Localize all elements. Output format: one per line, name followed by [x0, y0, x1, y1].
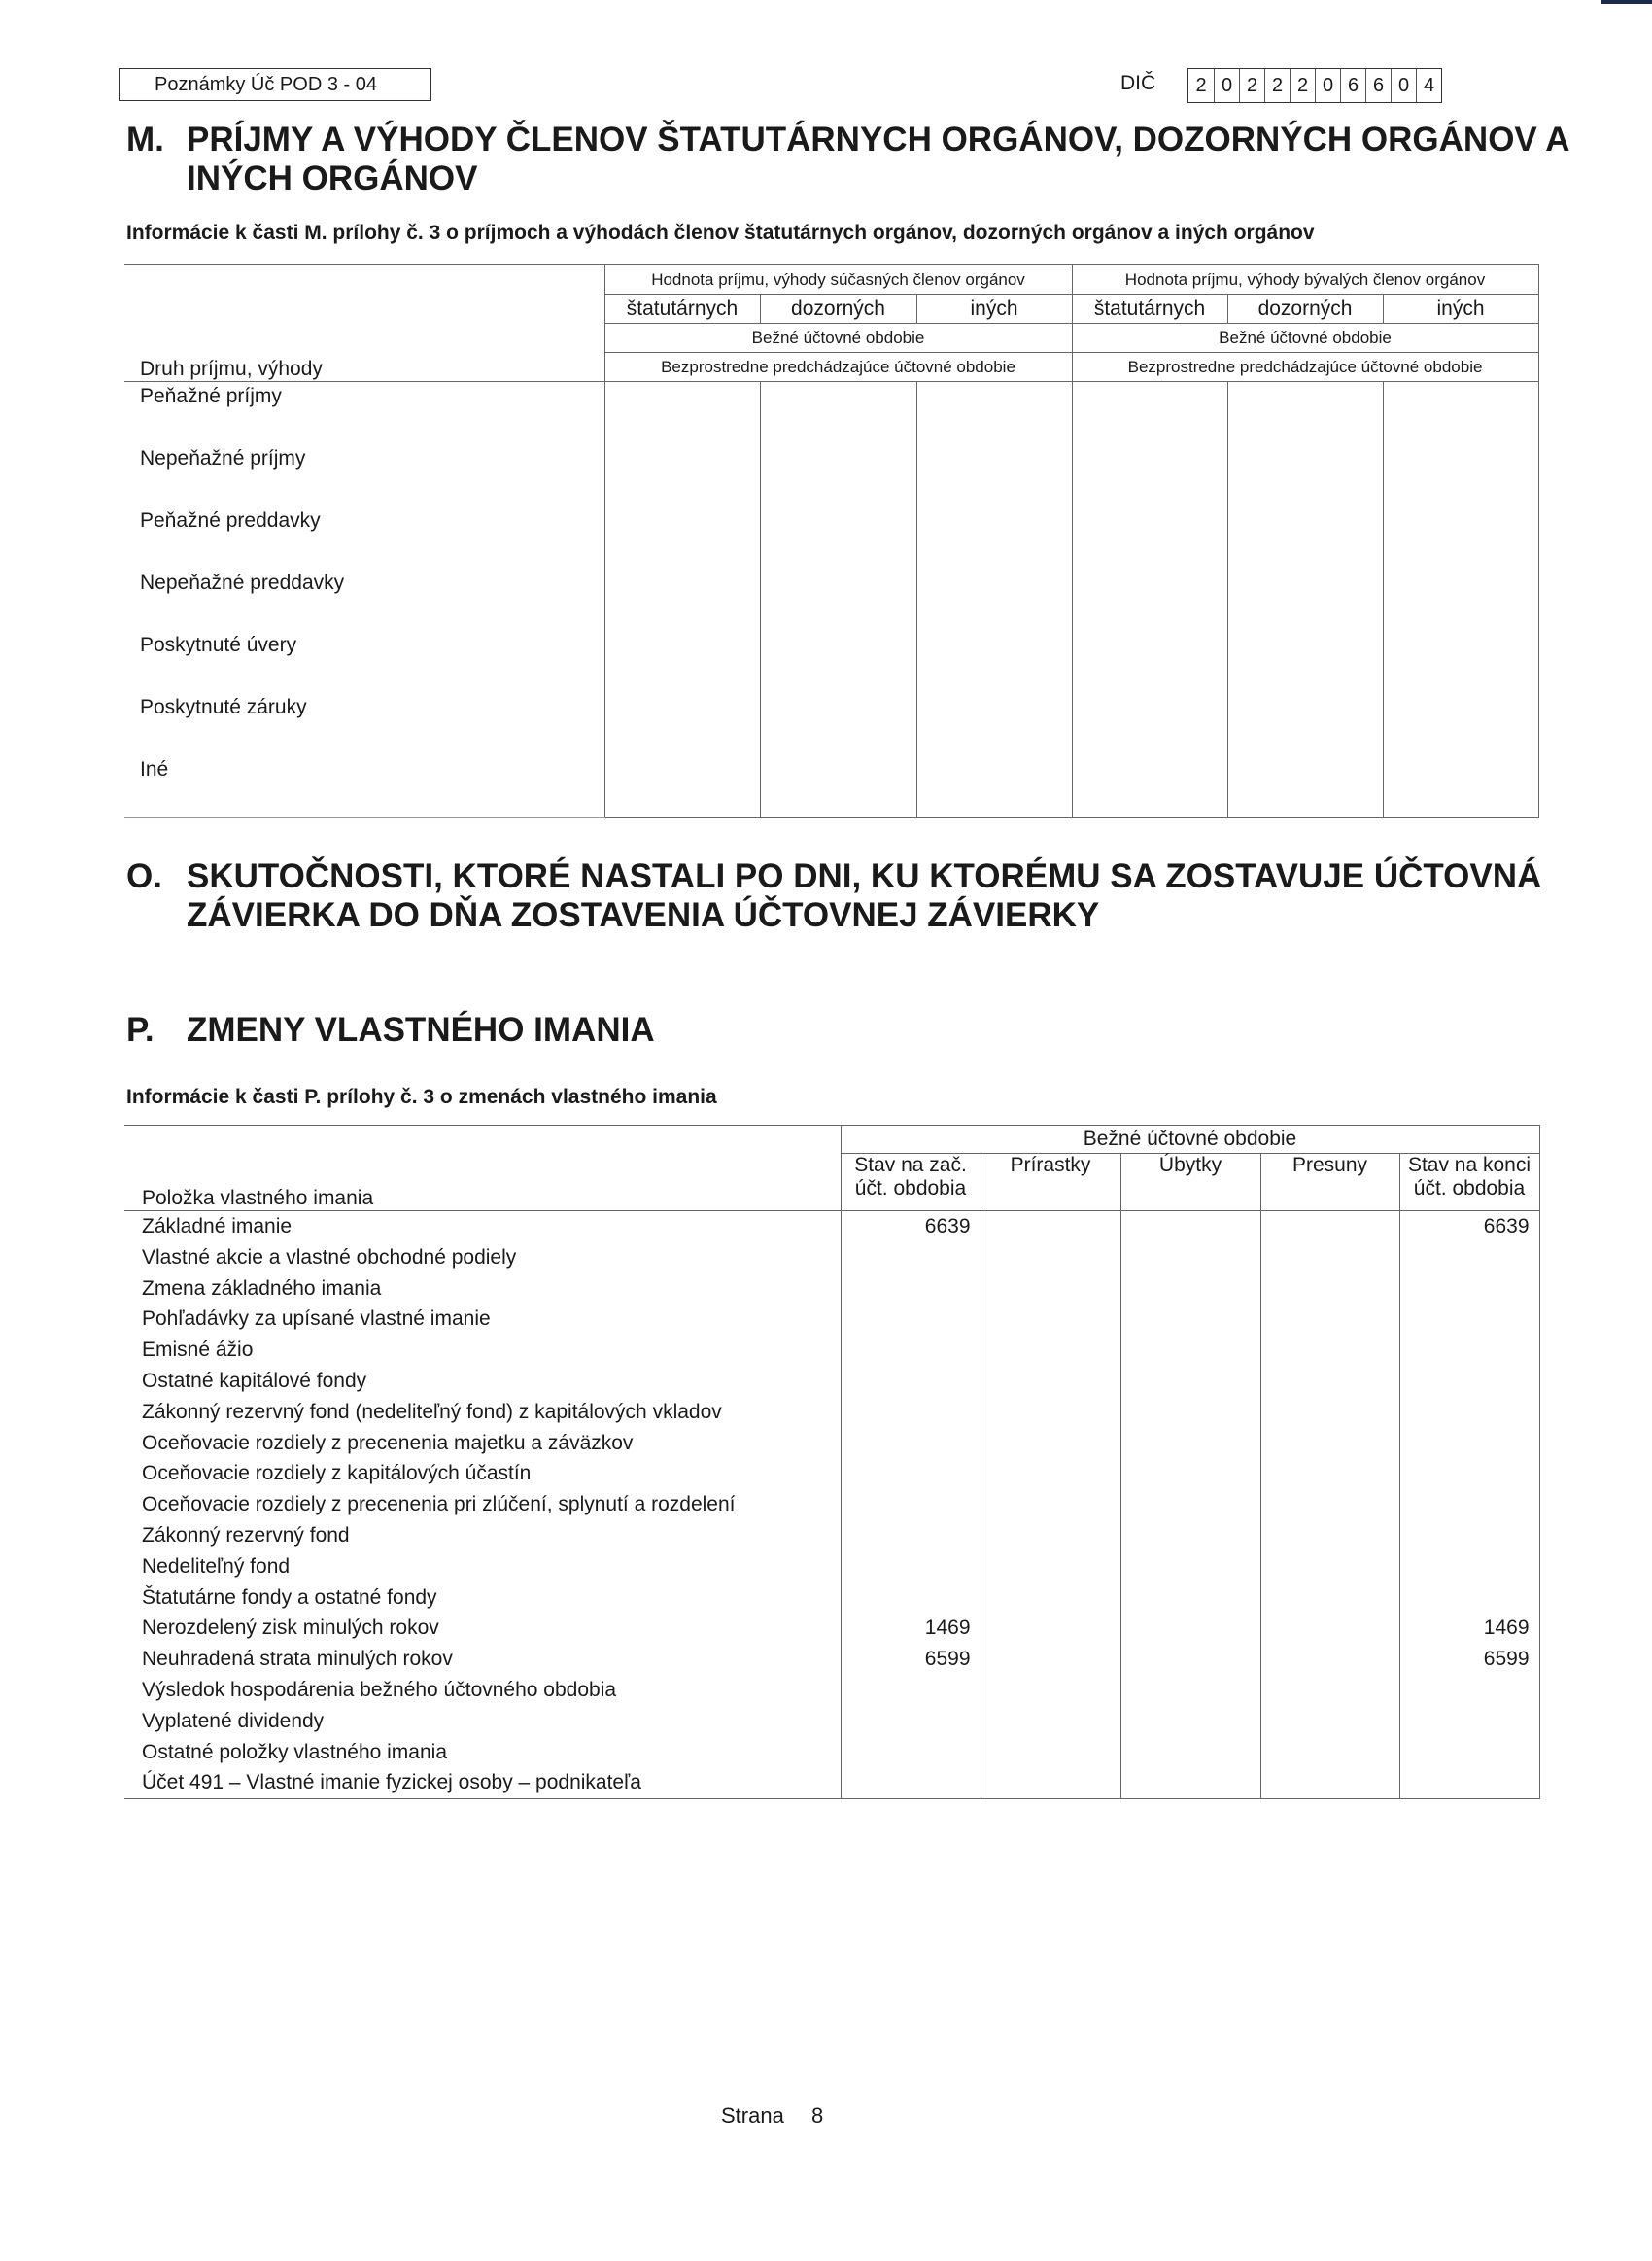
value-transfers — [1260, 1644, 1399, 1675]
value-end — [1399, 1273, 1539, 1304]
row-label: Účet 491 – Vlastné imanie fyzickej osoby – podnikateľa — [124, 1767, 841, 1798]
row-label: Zmena základného imania — [124, 1273, 841, 1304]
table-row — [124, 1737, 1539, 1768]
value-additions — [981, 1551, 1120, 1583]
value-additions — [981, 1211, 1120, 1242]
value-transfers — [1260, 1675, 1399, 1706]
row-label: Oceňovacie rozdiely z precenenia majetku a záväzkov — [124, 1428, 841, 1459]
value-start — [841, 1335, 981, 1366]
row-label: Nedeliteľný fond — [124, 1551, 841, 1583]
value-start — [841, 1706, 981, 1737]
section-m-letter: M. — [126, 121, 164, 158]
row-label: Vyplatené dividendy — [124, 1706, 841, 1737]
value-transfers — [1260, 1583, 1399, 1614]
dic-label: DIČ — [1120, 72, 1156, 94]
table-m-row-label: Iné — [140, 758, 169, 781]
value-reductions — [1120, 1706, 1260, 1737]
table-m-row-label: Peňažné príjmy — [140, 385, 282, 407]
value-additions — [981, 1304, 1120, 1335]
value-reductions — [1120, 1551, 1260, 1583]
value-reductions — [1120, 1583, 1260, 1614]
row-label: Neuhradená strata minulých rokov — [124, 1644, 841, 1675]
page-footer — [721, 2104, 823, 2129]
table-row — [124, 1644, 1539, 1675]
table-m-subcol: dozorných — [760, 295, 916, 324]
value-start — [841, 1366, 981, 1397]
dic-digit: 0 — [1315, 69, 1340, 102]
value-end — [1399, 1304, 1539, 1335]
value-end — [1399, 1397, 1539, 1428]
dic-digit: 2 — [1195, 74, 1207, 96]
row-label: Výsledok hospodárenia bežného účtovného obdobia — [124, 1675, 841, 1706]
value-start — [841, 1304, 981, 1335]
value-start — [841, 1583, 981, 1614]
value-reductions — [1120, 1211, 1260, 1242]
value-start — [841, 1737, 981, 1768]
table-m-cell — [1383, 382, 1538, 818]
value-reductions — [1120, 1242, 1260, 1273]
row-label: Emisné ážio — [124, 1335, 841, 1366]
value-end: 6639 — [1399, 1211, 1539, 1242]
value-end — [1399, 1428, 1539, 1459]
value-transfers — [1260, 1551, 1399, 1583]
value-additions — [981, 1273, 1120, 1304]
table-row — [124, 1366, 1539, 1397]
table-p-row-header: Položka vlastného imania — [124, 1126, 841, 1211]
value-transfers — [1260, 1489, 1399, 1520]
table-m-cell — [760, 382, 916, 818]
value-reductions — [1120, 1458, 1260, 1489]
value-transfers — [1260, 1304, 1399, 1335]
row-label: Nerozdelený zisk minulých rokov — [124, 1613, 841, 1644]
table-m-period-previous: Bezprostredne predchádzajúce účtovné obdobie — [604, 353, 1072, 382]
table-row — [124, 1242, 1539, 1273]
table-p-col-header: Prírastky — [981, 1154, 1120, 1211]
value-end — [1399, 1583, 1539, 1614]
value-start — [841, 1242, 981, 1273]
table-m-row-label: Peňažné preddavky — [140, 509, 321, 532]
dic-digit: 4 — [1416, 69, 1441, 102]
value-additions — [981, 1335, 1120, 1366]
table-row — [124, 1767, 1539, 1798]
value-start — [841, 1428, 981, 1459]
table-m-row-labels — [124, 382, 604, 818]
table-row — [124, 1613, 1539, 1644]
dic-digit: 0 — [1391, 69, 1416, 102]
value-end — [1399, 1335, 1539, 1366]
table-m-cell — [604, 382, 760, 818]
dic-digit: 0 — [1214, 69, 1239, 102]
table-m-row-label: Poskytnuté záruky — [140, 696, 307, 718]
value-additions — [981, 1675, 1120, 1706]
table-m-subcol: iných — [1383, 295, 1538, 324]
value-additions — [981, 1366, 1120, 1397]
value-transfers — [1260, 1613, 1399, 1644]
table-m-row-label: Poskytnuté úvery — [140, 634, 297, 656]
value-end — [1399, 1706, 1539, 1737]
table-m-row-label: Nepeňažné príjmy — [140, 447, 306, 470]
table-m-row-label: Nepeňažné preddavky — [140, 572, 345, 594]
value-additions — [981, 1644, 1120, 1675]
value-additions — [981, 1737, 1120, 1768]
table-m-group-current: Hodnota príjmu, výhody súčasných členov orgánov — [604, 265, 1072, 295]
value-additions — [981, 1583, 1120, 1614]
table-m-row-header: Druh príjmu, výhody — [124, 265, 604, 382]
value-reductions — [1120, 1335, 1260, 1366]
value-transfers — [1260, 1366, 1399, 1397]
value-reductions — [1120, 1520, 1260, 1551]
value-transfers — [1260, 1273, 1399, 1304]
dic-digit: 2 — [1239, 69, 1264, 102]
table-m-subcol: štatutárnych — [604, 295, 760, 324]
row-label: Zákonný rezervný fond (nedeliteľný fond) z kapitálových vkladov — [124, 1397, 841, 1428]
section-p-title: ZMENY VLASTNÉHO IMANIA — [187, 1011, 655, 1049]
table-p-period: Bežné účtovné obdobie — [841, 1126, 1539, 1154]
table-m-cell — [1072, 382, 1227, 818]
table-m-period-previous: Bezprostredne predchádzajúce účtovné obdobie — [1072, 353, 1538, 382]
corner-mark — [1601, 0, 1652, 4]
table-m-subcol: iných — [916, 295, 1072, 324]
row-label: Ostatné kapitálové fondy — [124, 1366, 841, 1397]
table-m-cell — [1227, 382, 1383, 818]
section-p-info: Informácie k časti P. prílohy č. 3 o zmenách vlastného imania — [126, 1086, 717, 1108]
table-row — [124, 1335, 1539, 1366]
value-start — [841, 1675, 981, 1706]
value-start — [841, 1767, 981, 1798]
value-start — [841, 1551, 981, 1583]
value-start — [841, 1458, 981, 1489]
value-additions — [981, 1458, 1120, 1489]
page-label: Strana — [721, 2104, 784, 2128]
table-row — [124, 1397, 1539, 1428]
section-o-title-block — [126, 857, 1584, 939]
value-additions — [981, 1397, 1120, 1428]
value-transfers — [1260, 1706, 1399, 1737]
value-reductions — [1120, 1613, 1260, 1644]
section-p-title-block — [126, 1011, 1584, 1054]
page-number: 8 — [810, 2104, 824, 2128]
table-m-cell — [916, 382, 1072, 818]
value-transfers — [1260, 1458, 1399, 1489]
value-end: 1469 — [1399, 1613, 1539, 1644]
value-reductions — [1120, 1489, 1260, 1520]
section-o-title: SKUTOČNOSTI, KTORÉ NASTALI PO DNI, KU KTORÉMU SA ZOSTAVUJE ÚČTOVNÁ ZÁVIERKA DO DŇA ZOSTAVENIA ÚČTOVNEJ ZÁVIERKY — [187, 857, 1542, 934]
table-row — [124, 1551, 1539, 1583]
value-start: 1469 — [841, 1613, 981, 1644]
row-label: Vlastné akcie a vlastné obchodné podiely — [124, 1242, 841, 1273]
form-code: Poznámky Úč POD 3 - 04 — [119, 68, 431, 101]
table-m-period-current: Bežné účtovné obdobie — [1072, 324, 1538, 353]
value-additions — [981, 1767, 1120, 1798]
value-end — [1399, 1458, 1539, 1489]
dic-boxes — [1187, 68, 1442, 103]
row-label: Základné imanie — [124, 1211, 841, 1242]
value-start: 6639 — [841, 1211, 981, 1242]
table-row — [124, 1706, 1539, 1737]
table-m — [124, 264, 1539, 818]
value-additions — [981, 1613, 1120, 1644]
value-transfers — [1260, 1520, 1399, 1551]
row-label: Oceňovacie rozdiely z precenenia pri zlúčení, splynutí a rozdelení — [124, 1489, 841, 1520]
row-label: Štatutárne fondy a ostatné fondy — [124, 1583, 841, 1614]
section-o-letter: O. — [126, 857, 162, 895]
table-row — [124, 1583, 1539, 1614]
value-start: 6599 — [841, 1644, 981, 1675]
table-row — [124, 1428, 1539, 1459]
table-row — [124, 1489, 1539, 1520]
value-transfers — [1260, 1335, 1399, 1366]
dic-digit: 2 — [1290, 69, 1315, 102]
table-p-col-header: Stav na zač. účt. obdobia — [841, 1154, 981, 1211]
table-m-group-former: Hodnota príjmu, výhody bývalých členov orgánov — [1072, 265, 1538, 295]
value-end — [1399, 1767, 1539, 1798]
value-end — [1399, 1489, 1539, 1520]
value-reductions — [1120, 1273, 1260, 1304]
section-m-info: Informácie k časti M. prílohy č. 3 o príjmoch a výhodách členov štatutárnych orgánov, dozorných orgánov a iných orgánov — [126, 222, 1315, 244]
value-end — [1399, 1366, 1539, 1397]
value-additions — [981, 1428, 1120, 1459]
table-row — [124, 1304, 1539, 1335]
value-reductions — [1120, 1767, 1260, 1798]
value-reductions — [1120, 1675, 1260, 1706]
table-row — [124, 1520, 1539, 1551]
table-row — [124, 1458, 1539, 1489]
value-start — [841, 1489, 981, 1520]
section-m-title-block — [126, 121, 1584, 202]
table-p — [124, 1125, 1540, 1799]
dic-digit: 2 — [1264, 69, 1290, 102]
value-start — [841, 1520, 981, 1551]
value-additions — [981, 1520, 1120, 1551]
row-label: Oceňovacie rozdiely z kapitálových účastín — [124, 1458, 841, 1489]
section-m-title: PRÍJMY A VÝHODY ČLENOV ŠTATUTÁRNYCH ORGÁNOV, DOZORNÝCH ORGÁNOV A INÝCH ORGÁNOV — [187, 121, 1569, 197]
value-end — [1399, 1520, 1539, 1551]
table-row — [124, 1211, 1539, 1242]
value-reductions — [1120, 1366, 1260, 1397]
value-end — [1399, 1551, 1539, 1583]
value-start — [841, 1273, 981, 1304]
value-reductions — [1120, 1737, 1260, 1768]
dic-digit: 6 — [1365, 69, 1391, 102]
value-transfers — [1260, 1242, 1399, 1273]
value-reductions — [1120, 1304, 1260, 1335]
value-reductions — [1120, 1397, 1260, 1428]
value-start — [841, 1397, 981, 1428]
value-end — [1399, 1675, 1539, 1706]
value-transfers — [1260, 1211, 1399, 1242]
value-additions — [981, 1489, 1120, 1520]
table-m-subcol: štatutárnych — [1072, 295, 1227, 324]
table-row — [124, 1273, 1539, 1304]
value-transfers — [1260, 1428, 1399, 1459]
value-additions — [981, 1706, 1120, 1737]
value-reductions — [1120, 1428, 1260, 1459]
table-p-col-header: Úbytky — [1120, 1154, 1260, 1211]
table-m-subcol: dozorných — [1227, 295, 1383, 324]
dic-digit: 6 — [1340, 69, 1365, 102]
value-end — [1399, 1737, 1539, 1768]
table-p-col-header: Presuny — [1260, 1154, 1399, 1211]
row-label: Ostatné položky vlastného imania — [124, 1737, 841, 1768]
value-end — [1399, 1242, 1539, 1273]
value-reductions — [1120, 1644, 1260, 1675]
value-additions — [981, 1242, 1120, 1273]
value-end: 6599 — [1399, 1644, 1539, 1675]
row-label: Pohľadávky za upísané vlastné imanie — [124, 1304, 841, 1335]
row-label: Zákonný rezervný fond — [124, 1520, 841, 1551]
section-p-letter: P. — [126, 1011, 155, 1049]
table-p-col-header: Stav na konci účt. obdobia — [1399, 1154, 1539, 1211]
table-row — [124, 1675, 1539, 1706]
table-m-period-current: Bežné účtovné obdobie — [604, 324, 1072, 353]
value-transfers — [1260, 1737, 1399, 1768]
value-transfers — [1260, 1767, 1399, 1798]
value-transfers — [1260, 1397, 1399, 1428]
